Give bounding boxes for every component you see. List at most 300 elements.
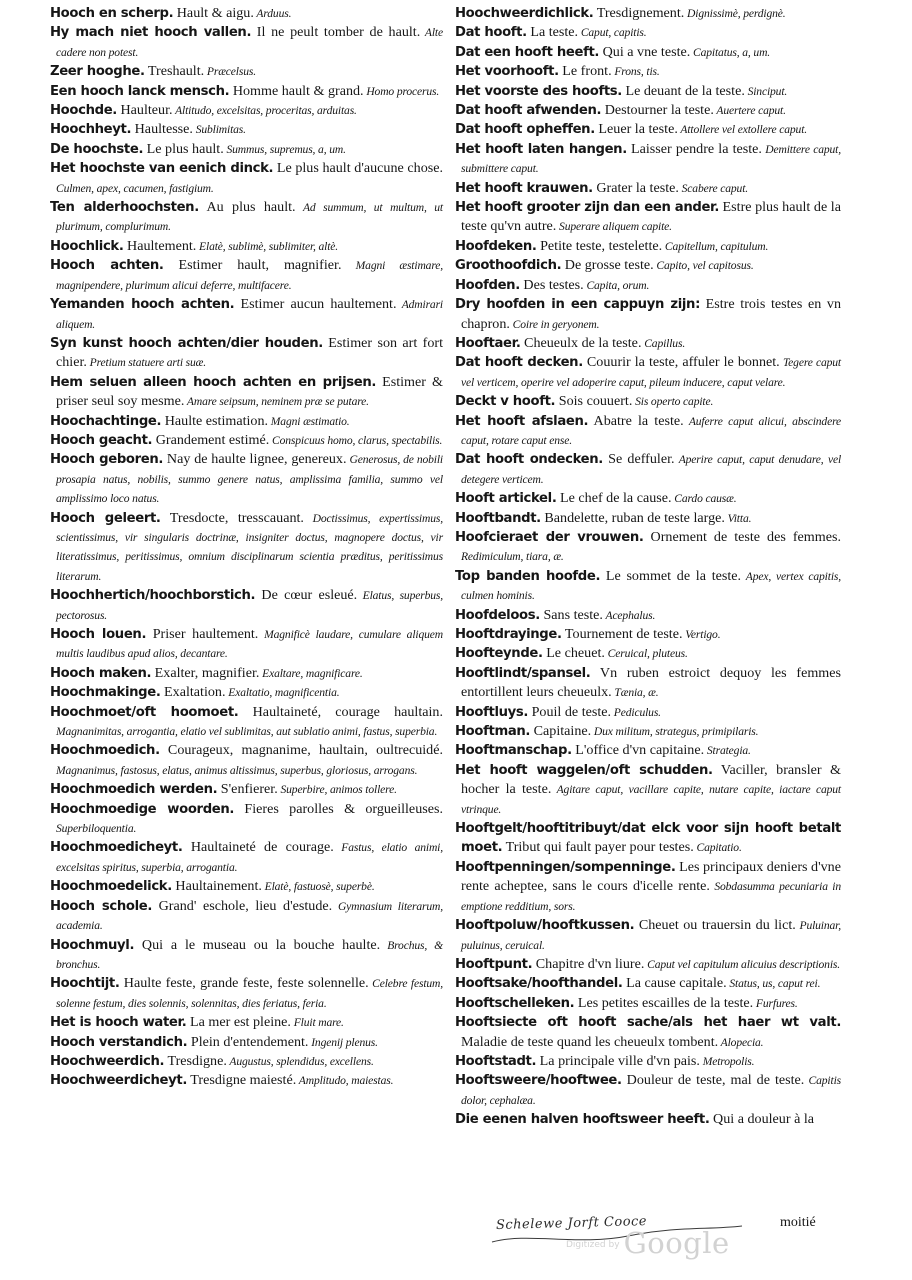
french-gloss: Vaciller, bransler & hocher la teste. (461, 761, 842, 798)
headword: Hoochlick. (50, 238, 124, 254)
dictionary-entry (50, 936, 443, 975)
headword: Hooftschelleken. (455, 995, 575, 1011)
dictionary-entry (455, 703, 841, 722)
french-gloss: Courageux, magnanime, haultain, oultrecuidé. (159, 742, 443, 759)
dictionary-entry (455, 101, 841, 120)
latin-gloss: Tegere caput vel verticem, operire vel adoperire caput, pileum inducere, caput velare. (461, 356, 841, 389)
french-gloss: Le sommet de la teste. (600, 567, 742, 584)
headword: Dat hooft decken. (455, 355, 583, 371)
latin-gloss: Alopecia. (718, 1035, 764, 1049)
headword: Het is hooch water. (50, 1015, 187, 1031)
dictionary-entry (455, 82, 841, 101)
latin-gloss: Vertigo. (682, 628, 721, 641)
latin-gloss: Capitellum, capitulum. (662, 239, 769, 253)
dictionary-entry (50, 1052, 443, 1071)
latin-gloss: Magni æstimare, magnipendere, plurimum alicui deferre, multifacere. (56, 259, 443, 292)
french-gloss: Hault & aigu. (173, 5, 254, 21)
dictionary-entry (455, 1071, 841, 1110)
dictionary-entry (50, 800, 443, 839)
latin-gloss: Magnificè laudare, cumulare aliquem multis laudibus apud alios, decantare. (56, 628, 443, 661)
french-gloss: Haulteur. (116, 102, 173, 119)
dictionary-entry (455, 509, 841, 528)
french-gloss: Le front. (558, 63, 612, 80)
french-gloss: Tribut qui fault payer pour testes. (502, 839, 694, 856)
french-gloss: Le chef de la cause. (556, 490, 672, 507)
headword: Het hooft waggelen/oft schudden. (455, 762, 713, 778)
latin-gloss: Magnanimitas, arrogantia, elatio vel sublimitas, aut sublatio animi, fastus, superbia. (56, 725, 438, 739)
french-gloss: Cheueulx de la teste. (520, 334, 642, 351)
dictionary-entry (50, 82, 443, 101)
dictionary-entry (50, 198, 443, 237)
headword: Hoochhertich/hoochborstich. (50, 588, 256, 604)
latin-gloss: Capitatio. (693, 841, 742, 855)
french-gloss: Couurir la teste, affuler le bonnet. (582, 354, 780, 371)
latin-gloss: Gymnasium literarum, academia. (56, 899, 443, 933)
dictionary-entry (50, 974, 443, 1013)
latin-gloss: Ingenij plenus. (308, 1035, 378, 1049)
dictionary-entry (455, 256, 841, 275)
latin-gloss: Elatè, fastuosè, superbè. (261, 880, 375, 894)
french-gloss: Sois couuert. (555, 393, 633, 410)
latin-gloss: Amplitudo, maiestas. (296, 1074, 394, 1088)
dictionary-entry (455, 994, 841, 1013)
dictionary-entry (50, 1013, 443, 1032)
french-gloss: Pouil de teste. (528, 703, 612, 720)
french-gloss: La teste. (526, 24, 579, 41)
headword: Hooftman. (455, 724, 531, 740)
french-gloss: Abatre la teste. (588, 412, 684, 429)
dictionary-entry (455, 412, 841, 451)
dictionary-entry (50, 703, 443, 742)
latin-gloss: Frons, tis. (611, 65, 660, 79)
latin-gloss: Exaltatio, magnificentia. (225, 686, 340, 700)
headword: Het hooft grooter zijn dan een ander. (455, 200, 719, 216)
french-gloss: Homme hault & grand. (229, 82, 364, 99)
latin-gloss: Pretium statuere arti suæ. (86, 356, 206, 370)
latin-gloss: Brochus, & bronchus. (56, 938, 444, 971)
french-gloss: Haultainement. (171, 878, 262, 895)
headword: Hoochmakinge. (50, 685, 161, 701)
french-gloss: Destourner la teste. (601, 102, 714, 119)
headword: Hooftsweere/hooftwee. (455, 1073, 622, 1089)
dictionary-entry (455, 644, 841, 663)
dictionary-entry (455, 198, 841, 237)
dictionary-entry (455, 567, 841, 606)
latin-gloss: Superbiloquentia. (56, 822, 137, 836)
latin-gloss: Capillus. (641, 336, 686, 350)
french-gloss: Tresdigne. (164, 1052, 227, 1069)
latin-gloss: Elatus, superbus, pectorosus. (56, 589, 443, 622)
latin-gloss: Metropolis. (699, 1054, 755, 1068)
dictionary-entry (50, 120, 443, 139)
headword: Hoochachtinge. (50, 413, 162, 429)
dictionary-entry (455, 334, 841, 353)
headword: Hoochmoedige woorden. (50, 801, 235, 817)
dictionary-entry (455, 606, 841, 625)
dictionary-entry (455, 1052, 841, 1071)
dictionary-entry (50, 140, 443, 159)
latin-gloss: Admirari aliquem. (56, 298, 444, 331)
latin-gloss: Caput vel capitulum alicuius descriptionis. (644, 957, 841, 971)
handwritten-signature: Schelewe Jorft Cooce (495, 1214, 648, 1233)
headword: Hooch geboren. (50, 452, 164, 468)
french-gloss: La principale ville d'vn pais. (536, 1052, 700, 1069)
dictionary-entry (455, 1013, 841, 1052)
dictionary-entry (50, 897, 443, 936)
french-gloss: L'office d'vn capitaine. (571, 742, 705, 759)
latin-gloss: Acephalus. (602, 608, 656, 622)
headword: Yemanden hooch achten. (50, 297, 235, 313)
french-gloss: Grand' eschole, lieu d'estude. (152, 897, 333, 914)
french-gloss: Des testes. (519, 276, 584, 293)
headword: Een hooch lanck mensch. (50, 83, 230, 99)
latin-gloss: Sis operto capite. (632, 395, 714, 409)
dictionary-entry (455, 392, 841, 411)
french-gloss: Estimer & priser seul soy mesme. (56, 373, 443, 410)
headword: Hooftsiecte oft hooft sache/als het haer wt valt. (455, 1015, 841, 1031)
headword: Deckt v hooft. (455, 394, 556, 410)
latin-gloss: Conspicuus homo, clarus, spectabilis. (269, 433, 443, 447)
dictionary-entry (455, 179, 841, 198)
dictionary-entry (50, 1071, 443, 1090)
french-gloss: Estre plus hault de la teste qu'vn autre. (461, 199, 841, 235)
headword: Hoochweerdicheyt. (50, 1073, 188, 1089)
latin-gloss: Homo procerus. (363, 84, 440, 98)
latin-gloss: Dignissimè, perdignè. (684, 7, 786, 20)
french-gloss: Le cheuet. (542, 645, 605, 662)
headword: Hoofdeloos. (455, 607, 540, 623)
headword: Hooftbandt. (455, 510, 541, 526)
headword: Hooftmanschap. (455, 743, 572, 759)
latin-gloss: Scabere caput. (678, 181, 749, 195)
dictionary-entry (50, 625, 443, 664)
french-gloss: Les principaux deniers d'vne rente acheptee, sans le cours d'icelle rente. (461, 858, 841, 895)
headword: Hooftpenningen/sompenninge. (455, 859, 676, 875)
french-gloss: Les petites escailles de la teste. (574, 994, 754, 1011)
latin-gloss: Strategia. (704, 744, 751, 758)
dictionary-entry (455, 4, 841, 23)
dictionary-entry (50, 159, 443, 198)
headword: Hoochmoedich. (50, 743, 160, 759)
french-gloss: Douleur de teste, mal de teste. (621, 1072, 805, 1089)
dictionary-entry (50, 683, 443, 702)
latin-gloss: Capitatus, a, um. (690, 45, 771, 59)
latin-gloss: Sinciput. (744, 84, 788, 98)
headword: Hooftluys. (455, 704, 529, 720)
headword: Dat een hooft heeft. (455, 44, 600, 60)
headword: Hooch achten. (50, 258, 164, 274)
latin-gloss: Attollere vel extollere caput. (677, 123, 808, 137)
latin-gloss: Ad summum, ut multum, ut plurimum, complurimum. (56, 201, 444, 234)
headword: Hoochweerdich. (50, 1053, 165, 1069)
latin-gloss: Culmen, apex, cacumen, fastigium. (56, 181, 214, 195)
latin-gloss: Coire in geryonem. (509, 317, 600, 331)
latin-gloss: Capitis dolor, cephalæa. (461, 1074, 842, 1107)
headword: Hoochmoedich werden. (50, 782, 218, 798)
french-gloss: Treshault. (144, 63, 205, 80)
latin-gloss: Furfures. (753, 996, 798, 1010)
french-gloss: Petite teste, testelette. (536, 237, 663, 254)
latin-gloss: Magni æstimatio. (268, 414, 350, 428)
french-gloss: Haultement. (123, 237, 197, 254)
headword: Hooch schole. (50, 898, 153, 914)
french-gloss: Plein d'entendement. (187, 1033, 309, 1050)
dictionary-entry (455, 295, 841, 334)
headword: Dat hooft opheffen. (455, 122, 595, 138)
dictionary-entry (50, 838, 443, 877)
french-gloss: Qui a vne teste. (599, 43, 691, 60)
headword: Het hooft krauwen. (455, 180, 593, 196)
dictionary-entry (50, 256, 443, 295)
dictionary-entry (50, 450, 443, 508)
dictionary-entry (455, 450, 841, 489)
latin-gloss: Capita, orum. (583, 278, 650, 292)
dictionary-entry (50, 23, 443, 62)
french-gloss: Tresdocte, tresscauant. (160, 509, 304, 526)
headword: Hoochheyt. (50, 122, 132, 138)
french-gloss: Haultaineté de courage. (182, 839, 334, 856)
latin-gloss: Superbire, animos tollere. (277, 783, 397, 797)
headword: Het hooft laten hangen. (455, 141, 627, 157)
latin-gloss: Redimiculum, tiara, æ. (461, 550, 564, 564)
dictionary-entry (50, 1033, 443, 1052)
latin-gloss: Vitta. (724, 511, 752, 525)
latin-gloss: Magnanimus, fastosus, elatus, animus altissimus, superbus, gloriosus, arrogans. (56, 763, 418, 777)
headword: Hoochde. (50, 103, 117, 119)
headword: Het voorste des hoofts. (455, 83, 622, 99)
headword: Hooftstadt. (455, 1053, 537, 1069)
dictionary-entry (50, 101, 443, 120)
french-gloss: Tresdigne maiesté. (187, 1072, 297, 1089)
headword: Hoochtijt. (50, 976, 120, 992)
headword: Hoofteynde. (455, 646, 543, 662)
watermark-brand: Google (623, 1226, 730, 1260)
french-gloss: Estimer son art fort chier. (56, 334, 443, 371)
headword: Hoochmoedelick. (50, 879, 172, 895)
dictionary-entry (455, 62, 841, 81)
french-gloss: Haultesse. (131, 121, 193, 138)
latin-gloss: Exaltare, magnificare. (259, 666, 363, 680)
french-gloss: La mer est pleine. (186, 1014, 291, 1031)
latin-gloss: Demittere caput, submittere caput. (461, 142, 841, 176)
dictionary-entry (455, 120, 841, 139)
french-gloss: Fieres parolles & orgueilleuses. (234, 800, 443, 817)
headword: Hooch en scherp. (50, 6, 174, 21)
headword: Hooftsake/hoofthandel. (455, 976, 623, 992)
dictionary-entry (455, 23, 841, 42)
french-gloss: Estimer hault, magnifier. (163, 257, 342, 274)
watermark-prefix: Digitized by (566, 1240, 620, 1250)
french-gloss: Cheuet ou trauersin du lict. (634, 917, 796, 934)
french-gloss: Haultaineté, courage haultain. (238, 703, 443, 720)
french-gloss: S'enfierer. (217, 781, 278, 798)
headword: Dat hooft ondecken. (455, 452, 603, 468)
dictionary-entry (455, 276, 841, 295)
headword: Hoochweerdichlick. (455, 6, 594, 21)
headword: Hoofcieraet der vrouwen. (455, 529, 644, 545)
french-gloss: Grater la teste. (592, 179, 679, 196)
dictionary-entry (50, 509, 443, 587)
dictionary-entry (455, 819, 841, 858)
dictionary-entry (50, 334, 443, 373)
latin-gloss: Præcelsus. (204, 65, 256, 79)
french-gloss: Bandelette, ruban de teste large. (540, 509, 725, 526)
latin-gloss: Augustus, splendidus, excellens. (226, 1054, 374, 1068)
latin-gloss: Cardo causæ. (671, 492, 737, 506)
headword: Hoochmoet/oft hoomoet. (50, 704, 239, 720)
latin-gloss: Caput, capitis. (578, 26, 647, 40)
latin-gloss: Generosus, de nobili prosapia natus, nobilis, summo genere natus, amplissima familia, summo vel amplissimo loco natus. (56, 453, 443, 506)
french-gloss: Chapitre d'vn liure. (532, 955, 645, 972)
french-gloss: Se deffuler. (602, 451, 675, 468)
french-gloss: Grandement estimé. (152, 431, 270, 448)
french-gloss: Le deuant de la teste. (621, 82, 745, 99)
headword: Hooch geacht. (50, 432, 153, 448)
french-gloss: De grosse teste. (561, 257, 654, 274)
french-gloss: Capitaine. (530, 723, 592, 740)
headword: Hooftaer. (455, 335, 521, 351)
headword: Top banden hoofde. (455, 568, 601, 584)
headword: Ten alderhoochsten. (50, 200, 199, 216)
dictionary-entry (455, 625, 841, 644)
latin-gloss: Alte cadere non potest. (56, 26, 443, 59)
dictionary-entry (455, 722, 841, 741)
headword: Hooft artickel. (455, 491, 557, 507)
headword: Groothoofdich. (455, 258, 562, 274)
dictionary-entry (455, 140, 841, 179)
headword: Hy mach niet hooch vallen. (50, 25, 252, 41)
latin-gloss: Altitudo, excelsitas, proceritas, arduitas. (172, 104, 357, 118)
french-gloss: Exaltation. (160, 684, 226, 701)
headword: Hem seluen alleen hooch achten en prijsen. (50, 374, 377, 390)
headword: Dat hooft. (455, 25, 527, 41)
dictionary-entry (50, 412, 443, 431)
latin-gloss: Auertere caput. (713, 104, 786, 118)
digitization-watermark (566, 1226, 730, 1260)
latin-gloss: Sobdasumma pecuniaria in emptione redditium, sors. (461, 880, 841, 913)
headword: Hooftpoluw/hooftkussen. (455, 918, 635, 934)
headword: Hooch verstandich. (50, 1034, 188, 1050)
headword: De hoochste. (50, 141, 144, 157)
headword: Hoochmoedicheyt. (50, 840, 183, 856)
french-gloss: Tresdignement. (593, 5, 685, 21)
french-gloss: Estimer aucun haultement. (234, 296, 397, 313)
latin-gloss: Ceruical, pluteus. (604, 647, 688, 661)
french-gloss: Sans teste. (539, 606, 603, 623)
dictionary-entry (50, 295, 443, 334)
french-gloss: Vn ruben estroict dequoy les femmes entortillent leurs cheueulx. (461, 664, 841, 701)
latin-gloss: Sublimitas. (192, 123, 246, 137)
dictionary-entry (455, 916, 841, 955)
latin-gloss: Pediculus. (611, 705, 661, 719)
dictionary-entry (455, 858, 841, 916)
french-gloss: Tournement de teste. (561, 626, 683, 642)
latin-gloss: Celebre festum, solenne festum, dies solennis, solennitas, dies feriatus, feria. (56, 977, 444, 1010)
french-gloss: Priser haultement. (146, 626, 259, 642)
latin-gloss: Dux militum, strategus, primipilaris. (591, 725, 759, 739)
dictionary-entry (455, 664, 841, 703)
headword: Hoofden. (455, 277, 520, 293)
latin-gloss: Elatè, sublimè, sublimiter, altè. (196, 239, 339, 253)
dictionary-entry (50, 373, 443, 412)
latin-gloss: Summus, supremus, a, um. (223, 142, 346, 156)
headword: Hooftpunt. (455, 956, 533, 972)
latin-gloss: Apex, vertex capitis, culmen hominis. (461, 569, 842, 603)
french-gloss: Haulte feste, grande feste, feste solennelle. (119, 975, 369, 992)
latin-gloss: Fastus, elatio animi, excelsitas spiritus, superbia, arrogantia. (56, 841, 443, 874)
dictionary-entry (455, 528, 841, 567)
latin-gloss: Fluit mare. (290, 1016, 344, 1030)
dictionary-entry (50, 62, 443, 81)
dictionary-entry (50, 877, 443, 896)
french-gloss: Il ne peult tomber de hault. (251, 24, 421, 41)
headword: Hooftlindt/spansel. (455, 665, 591, 681)
french-gloss: Maladie de teste quand les cheueulx tombent. (461, 1033, 719, 1050)
dictionary-entry (455, 237, 841, 256)
headword: Het hoochste van eenich dinck. (50, 161, 274, 177)
headword: Dat hooft afwenden. (455, 103, 602, 119)
dictionary-entry (50, 780, 443, 799)
dictionary-entry (455, 761, 841, 819)
latin-gloss: Doctissimus, expertissimus, scientissimus, vir singularis doctrinæ, insigniter doctus, magnopere doctus, vir literatissimus, peritissimus, omnium disciplinarum scientia præditus, peritissimus literarum. (56, 511, 443, 583)
latin-gloss: Capito, vel capitosus. (653, 259, 754, 273)
headword: Syn kunst hooch achten/dier houden. (50, 335, 323, 351)
headword: Die eenen halven hooftsweer heeft. (455, 1112, 710, 1128)
latin-gloss: Aperire caput, caput denudare, vel detegere verticem. (461, 453, 842, 486)
dictionary-entry (50, 741, 443, 780)
headword: Zeer hooghe. (50, 64, 145, 80)
french-gloss: La cause capitale. (622, 975, 727, 992)
french-gloss: De cœur esleué. (255, 587, 358, 604)
headword: Het hooft afslaen. (455, 413, 589, 429)
latin-gloss: Arduus. (253, 7, 292, 20)
left-column (50, 4, 443, 1091)
french-gloss: Exalter, magnifier. (151, 664, 260, 681)
french-gloss: Nay de haulte lignee, genereux. (163, 451, 347, 468)
dictionary-entry (50, 664, 443, 683)
dictionary-entry (455, 43, 841, 62)
french-gloss: Haulte estimation. (161, 412, 269, 429)
dictionary-entry (455, 955, 841, 974)
french-gloss: Qui a le museau ou la bouche haulte. (134, 936, 381, 953)
dictionary-entry (50, 237, 443, 256)
latin-gloss: Puluinar, puluinus, ceruical. (461, 919, 841, 952)
french-gloss: Estre trois testes en vn chapron. (461, 296, 842, 332)
right-column (455, 4, 841, 1130)
french-gloss: Qui a douleur à la (709, 1111, 815, 1128)
dictionary-entry (455, 741, 841, 760)
dictionary-entry (50, 431, 443, 450)
latin-gloss: Agitare caput, vacillare capite, nutare capite, iactare caput vtrinque. (461, 783, 841, 816)
latin-gloss: Auferre caput alicui, abscindere caput, rotare caput ense. (461, 414, 842, 447)
dictionary-entry (50, 4, 443, 23)
latin-gloss: Status, us, caput rei. (726, 977, 821, 991)
headword: Hoofdeken. (455, 238, 537, 254)
headword: Hooftdrayinge. (455, 627, 562, 642)
french-gloss: Le plus hault d'aucune chose. (273, 160, 444, 177)
dictionary-entry (455, 489, 841, 508)
headword: Hooch geleert. (50, 510, 161, 526)
headword: Hoochmuyl. (50, 937, 135, 953)
latin-gloss: Amare seipsum, neminem præ se putare. (184, 395, 369, 409)
dictionary-entry (455, 974, 841, 993)
headword: Dry hoofden in een cappuyn zijn: (455, 297, 701, 313)
french-gloss: Ornement de teste des femmes. (643, 528, 841, 545)
catchword: moitié (780, 1215, 816, 1230)
french-gloss: Au plus hault. (198, 199, 296, 216)
dictionary-entry (50, 586, 443, 625)
headword: Hooch louen. (50, 627, 147, 642)
